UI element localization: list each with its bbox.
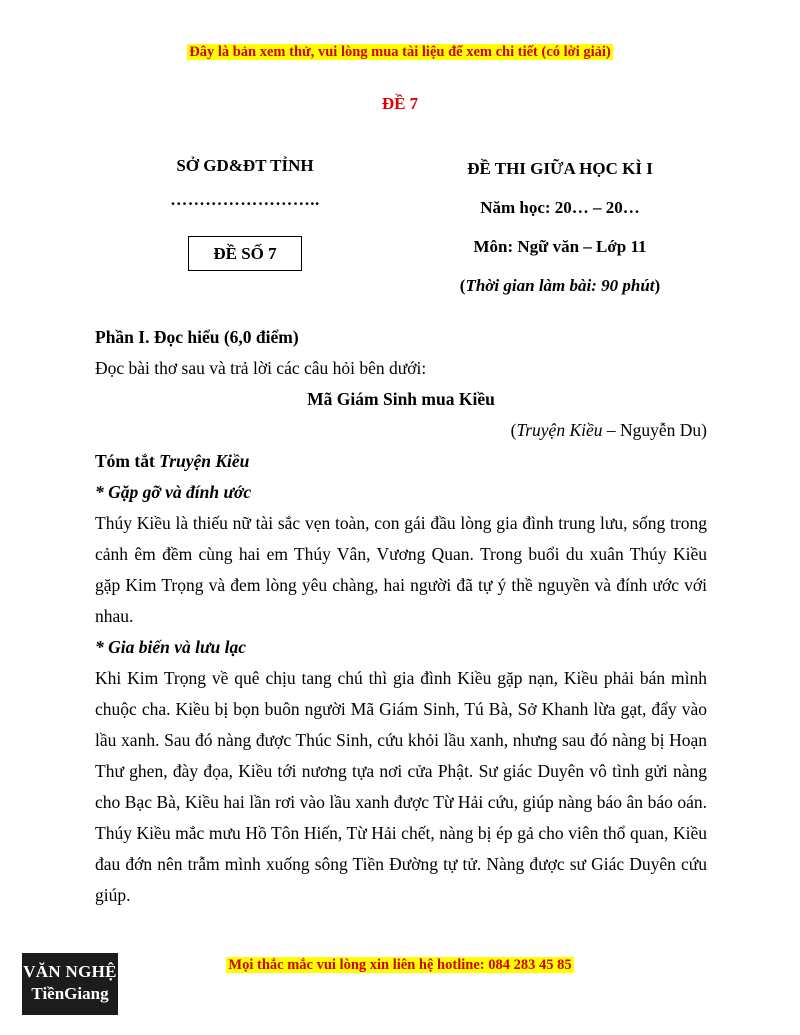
source-author: – Nguyễn Du) (602, 420, 707, 440)
logo-line-1: VĂN NGHỆ (23, 962, 117, 981)
department-name: SỞ GD&ĐT TỈNH (176, 156, 314, 175)
exam-duration: (Thời gian làm bài: 90 phút) (459, 276, 661, 295)
preview-notice (0, 44, 800, 61)
poem-source: (Truyện Kiều – Nguyễn Du) (510, 420, 707, 440)
summary-work: Truyện Kiều (159, 451, 250, 471)
exam-title: ĐỀ THI GIỮA HỌC KÌ I (467, 159, 653, 178)
department-dots: …………………….. (170, 190, 320, 209)
hotline-notice (0, 957, 800, 974)
logo-line-2: TiềnGiang (31, 984, 109, 1003)
section-1-text: Thúy Kiều là thiếu nữ tài sắc vẹn toàn, con gái đầu lòng gia đình trung lưu, sống trong cảnh êm đềm cùng hai em Thúy Vân, Vương Quan. Trong buổi du xuân Thúy Kiều gặp Kim Trọng và đem lòng yêu chàng, hai người đã tự ý thề nguyền và đính ước với nhau. (95, 513, 707, 626)
preview-notice-text: Đây là bản xem thử, vui lòng mua tài liệu để xem chi tiết (có lời giải) (189, 44, 611, 60)
exam-duration-text: Thời gian làm bài: 90 phút (465, 276, 655, 295)
subject: Môn: Ngữ văn – Lớp 11 (473, 237, 647, 256)
exam-code: ĐỀ 7 (381, 94, 419, 113)
exam-number-box: ĐỀ SỐ 7 (188, 236, 302, 271)
exam-info-block (430, 156, 690, 312)
instruction: Đọc bài thơ sau và trả lời các câu hỏi bên dưới: (95, 358, 427, 378)
section-1-title: * Gặp gỡ và đính ước (95, 482, 252, 502)
school-year: Năm học: 20… – 20… (480, 198, 640, 217)
hotline-notice-text: Mọi thắc mắc vui lòng xin liên hệ hotline: 084 283 45 85 (228, 957, 572, 973)
summary-heading: Tóm tắt Truyện Kiều (95, 451, 250, 471)
section-2-title: * Gia biến và lưu lạc (95, 637, 246, 657)
department-block (140, 156, 350, 271)
document-body (95, 322, 707, 911)
section-2-text: Khi Kim Trọng về quê chịu tang chú thì gia đình Kiều gặp nạn, Kiều phải bán mình chuộc cha. Kiều bị bọn buôn người Mã Giám Sinh, Tú Bà, Sở Khanh lừa gạt, đẩy vào lầu xanh. Sau đó nàng được Thúc Sinh, cứu khỏi lầu xanh, nhưng sau đó nàng bị Hoạn Thư ghen, đày đọa, Kiều tới nương tựa nơi cửa Phật. Sư giác Duyên vô tình gửi nàng cho Bạc Bà, Kiều hai lần rơi vào lầu xanh được Từ Hải cứu, giúp nàng báo ân báo oán. Thúy Kiều mắc mưu Hồ Tôn Hiến, Từ Hải chết, nàng bị ép gả cho viên thổ quan, Kiều đau đớn nên trẫm mình xuống sông Tiền Đường tự tử. Nàng được sư Giác Duyên cứu giúp. (95, 668, 707, 905)
source-work: Truyện Kiều (516, 420, 603, 440)
poem-title: Mã Giám Sinh mua Kiều (307, 389, 495, 409)
part-heading: Phần I. Đọc hiểu (6,0 điểm) (95, 327, 299, 347)
